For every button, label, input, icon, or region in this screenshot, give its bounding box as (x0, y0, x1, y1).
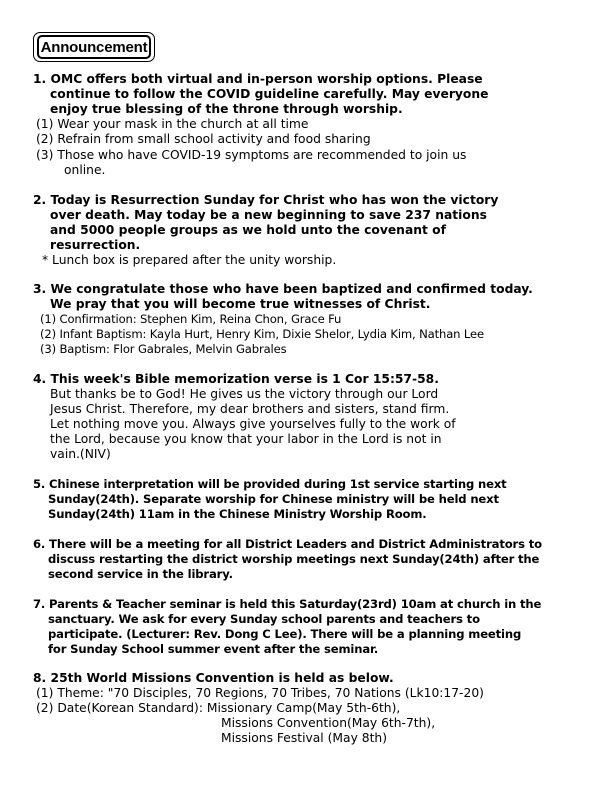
announcement-1-item-2: (2) Refrain from small school activity and food sharing (36, 132, 371, 146)
announcement-1-line-2: continue to follow the COVID guideline carefully. May everyone (50, 87, 489, 101)
announcement-1-line-1: 1. OMC offers both virtual and in-person worship options. Please (33, 72, 483, 86)
announcement-8-line-1: 8. 25th World Missions Convention is held as below. (33, 671, 394, 685)
announcement-7-line-4: for Sunday School summer event after the seminar. (48, 642, 379, 656)
announcement-6-line-2: discuss restarting the district worship meetings next Sunday(24th) after the (48, 552, 540, 566)
announcement-3-line-1: 3. We congratulate those who have been baptized and confirmed today. (33, 282, 533, 296)
announcement-1-line-3: enjoy true blessing of the throne through worship. (50, 102, 403, 116)
announcement-5-line-1: 5. Chinese interpretation will be provided during 1st service starting next (33, 477, 507, 491)
announcement-2-line-1: 2. Today is Resurrection Sunday for Christ who has won the victory (33, 193, 499, 207)
announcement-8-item-2: (2) Date(Korean Standard): Missionary Camp(May 5th-6th), (36, 701, 401, 715)
announcement-4-verse-2: Jesus Christ. Therefore, my dear brothers and sisters, stand firm. (50, 402, 450, 416)
announcement-3-item-3: (3) Baptism: Flor Gabrales, Melvin Gabrales (40, 342, 287, 356)
announcement-1-item-1: (1) Wear your mask in the church at all time (36, 117, 309, 131)
announcement-3-item-2: (2) Infant Baptism: Kayla Hurt, Henry Kim, Dixie Shelor, Lydia Kim, Nathan Lee (40, 327, 484, 341)
announcement-8-item-1: (1) Theme: "70 Disciples, 70 Regions, 70 Tribes, 70 Nations (Lk10:17-20) (36, 686, 484, 700)
announcement-2-line-2: over death. May today be a new beginning to save 237 nations (50, 208, 487, 222)
announcement-2-line-3: and 5000 people groups as we hold unto the covenant of (50, 223, 446, 237)
announcement-badge (37, 35, 151, 59)
announcement-6-line-3: second service in the library. (48, 567, 233, 581)
announcement-4-verse-5: vain.(NIV) (50, 447, 111, 461)
announcement-2-note: * Lunch box is prepared after the unity worship. (42, 253, 337, 267)
announcement-4-verse-3: Let nothing move you. Always give yourselves fully to the work of (50, 417, 456, 431)
page-title: Announcement (40, 38, 148, 56)
announcement-7-line-2: sanctuary. We ask for every Sunday school parents and teachers to (48, 612, 480, 626)
announcement-5-line-3: Sunday(24th) 11am in the Chinese Ministry Worship Room. (48, 507, 427, 521)
announcement-8-item-2-cont-1: Missions Convention(May 6th-7th), (221, 716, 436, 730)
announcement-1-item-3-cont: online. (64, 163, 106, 177)
announcement-6-line-1: 6. There will be a meeting for all District Leaders and District Administrators to (33, 537, 542, 551)
announcement-8-item-2-cont-2: Missions Festival (May 8th) (221, 731, 388, 745)
announcement-3-item-1: (1) Confirmation: Stephen Kim, Reina Chon, Grace Fu (40, 312, 342, 326)
announcement-7-line-1: 7. Parents & Teacher seminar is held this Saturday(23rd) 10am at church in the (33, 597, 542, 611)
announcement-5-line-2: Sunday(24th). Separate worship for Chinese ministry will be held next (48, 492, 499, 506)
announcement-1-item-3: (3) Those who have COVID-19 symptoms are recommended to join us (36, 148, 467, 162)
announcement-3-line-2: We pray that you will become true witnesses of Christ. (50, 297, 431, 311)
announcement-7-line-3: participate. (Lecturer: Rev. Dong C Lee). There will be a planning meeting (48, 627, 522, 641)
announcement-4-verse-4: the Lord, because you know that your labor in the Lord is not in (50, 432, 442, 446)
announcement-2-line-4: resurrection. (50, 238, 141, 252)
announcement-4-line-1: 4. This week's Bible memorization verse is 1 Cor 15:57-58. (33, 372, 439, 386)
announcement-4-verse-1: But thanks be to God! He gives us the victory through our Lord (50, 387, 439, 401)
